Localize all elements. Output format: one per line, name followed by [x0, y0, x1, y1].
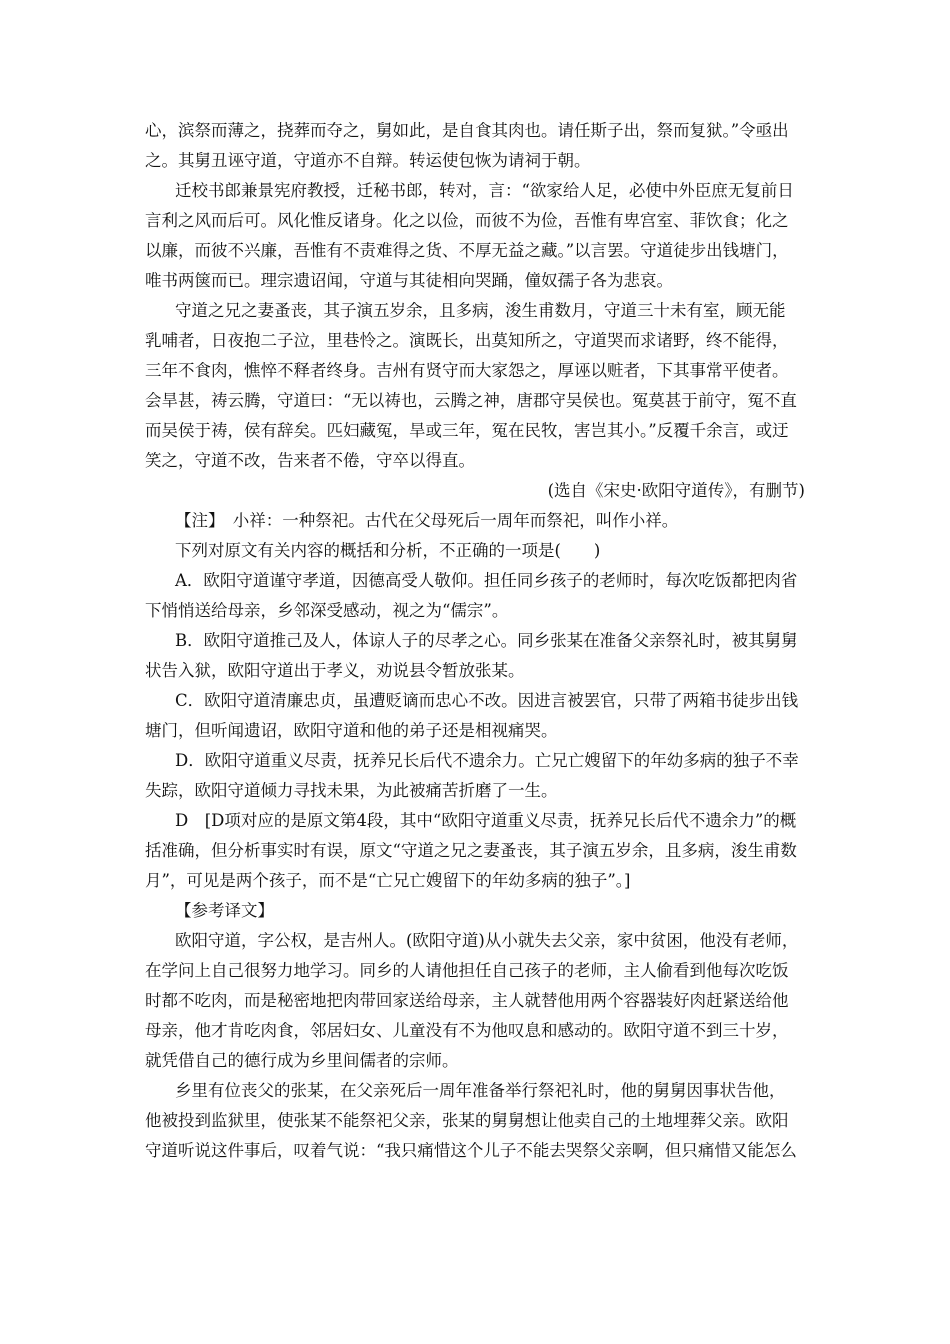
text-line: 状告入狱，欧阳守道出于孝义，劝说县令暂放张某。	[145, 661, 525, 680]
text-line: 乳哺者，日夜抱二子泣，里巷怜之。演既长，出莫知所之，守道哭而求诸野，终不能得，	[145, 331, 789, 350]
text-line: 乡里有位丧父的张某，在父亲死后一周年准备举行祭祀礼时，他的舅舅因事状告他，	[175, 1081, 786, 1100]
text-line: 言利之风而后可。风化惟反诸身。化之以俭，而彼不为俭，吾惟有卑宫室、菲饮食；化之	[145, 211, 789, 230]
text-line: 母亲，他才肯吃肉食，邻居妇女、儿童没有不为他叹息和感动的。欧阳守道不到三十岁，	[145, 1021, 789, 1040]
text-line: 唯书两箧而已。理宗遗诏闻，守道与其徒相向哭踊，僮奴孺子各为悲哀。	[145, 271, 673, 290]
text-line: D．欧阳守道重义尽责，抚养兄长后代不遗余力。亡兄亡嫂留下的年幼多病的独子不幸	[175, 751, 799, 770]
text-line: 守道听说这件事后，叹着气说：“我只痛惜这个儿子不能去哭祭父亲啊，但只痛惜又能怎么	[145, 1141, 797, 1160]
text-line: 括准确，但分析事实时有误，原文“守道之兄之妻蚤丧，其子演五岁余，且多病，浚生甫数	[145, 841, 797, 860]
text-line: 欧阳守道，字公权，是吉州人。(欧阳守道)从小就失去父亲，家中贫困，他没有老师，	[175, 931, 799, 950]
text-line: 三年不食肉，憔悴不释者终身。吉州有贤守而大家怨之，厚诬以赃者，下其事常平使者。	[145, 361, 789, 380]
text-line: B．欧阳守道推己及人，体谅人子的尽孝之心。同乡张某在准备父亲祭礼时，被其舅舅	[175, 631, 798, 650]
text-line: A．欧阳守道谨守孝道，因德高受人敬仰。担任同乡孩子的老师时，每次吃饭都把肉省	[175, 571, 798, 590]
text-line: 下列对原文有关内容的概括和分析，不正确的一项是( )	[175, 541, 601, 560]
text-line: 【注】 小祥：一种祭祀。古代在父母死后一周年而祭祀，叫作小祥。	[175, 511, 679, 530]
text-line: 下悄悄送给母亲，乡邻深受感动，视之为“儒宗”。	[145, 601, 509, 620]
text-line: 【参考译文】	[175, 901, 274, 920]
text-line: 之。其舅丑诬守道，守道亦不自辩。转运使包恢为请祠于朝。	[145, 151, 591, 170]
text-line: 迁校书郎兼景宪府教授，迁秘书郎，转对，言：“欲家给人足，必使中外臣庶无复前日	[175, 181, 794, 200]
text-line: 以廉，而彼不兴廉，吾惟有不责难得之货、不厚无益之藏。”以言罢。守道徒步出钱塘门，	[145, 241, 789, 260]
text-line: 守道之兄之妻蚤丧，其子演五岁余，且多病，浚生甫数月，守道三十未有室，顾无能	[175, 301, 786, 320]
text-line: 而吴侯于祷，侯有辞矣。匹妇藏冤，旱或三年，冤在民牧，害岂其小。”反覆千余言，或迂	[145, 421, 789, 440]
answer-line: D [D项对应的是原文第4段，其中“欧阳守道重义尽责，抚养兄长后代不遗余力”的概	[175, 811, 797, 830]
text-line: 心，滨祭而薄之，挠葬而夺之，舅如此，是自食其肉也。请任斯子出，祭而复狱。”令亟出	[145, 121, 789, 140]
text-line: 月”，可见是两个孩子，而不是“亡兄亡嫂留下的年幼多病的独子”。]	[145, 871, 631, 890]
source-citation: (选自《宋史·欧阳守道传》，有删节)	[547, 481, 805, 500]
text-line: 笑之，守道不改，告来者不倦，守卒以得直。	[145, 451, 475, 470]
text-line: 他被投到监狱里，使张某不能祭祀父亲，张某的舅舅想让他卖自己的土地埋葬父亲。欧阳	[145, 1111, 789, 1130]
text-line: 失踪，欧阳守道倾力寻找未果，为此被痛苦折磨了一生。	[145, 781, 558, 800]
text-line: C．欧阳守道清廉忠贞，虽遭贬谪而忠心不改。因进言被罢官，只带了两箱书徒步出钱	[175, 691, 799, 710]
text-line: 在学问上自己很努力地学习。同乡的人请他担任自己孩子的老师，主人偷看到他每次吃饭	[145, 961, 789, 980]
text-line: 会旱甚，祷云腾，守道曰：“无以祷也，云腾之神，唐郡守吴侯也。冤莫甚于前守，冤不直	[145, 391, 797, 410]
text-line: 塘门，但听闻遗诏，欧阳守道和他的弟子还是相视痛哭。	[145, 721, 558, 740]
document-page	[145, 116, 805, 1166]
text-line: 时都不吃肉，而是秘密地把肉带回家送给母亲，主人就替他用两个容器装好肉赶紧送给他	[145, 991, 789, 1010]
text-line: 就凭借自己的德行成为乡里间儒者的宗师。	[145, 1051, 459, 1070]
